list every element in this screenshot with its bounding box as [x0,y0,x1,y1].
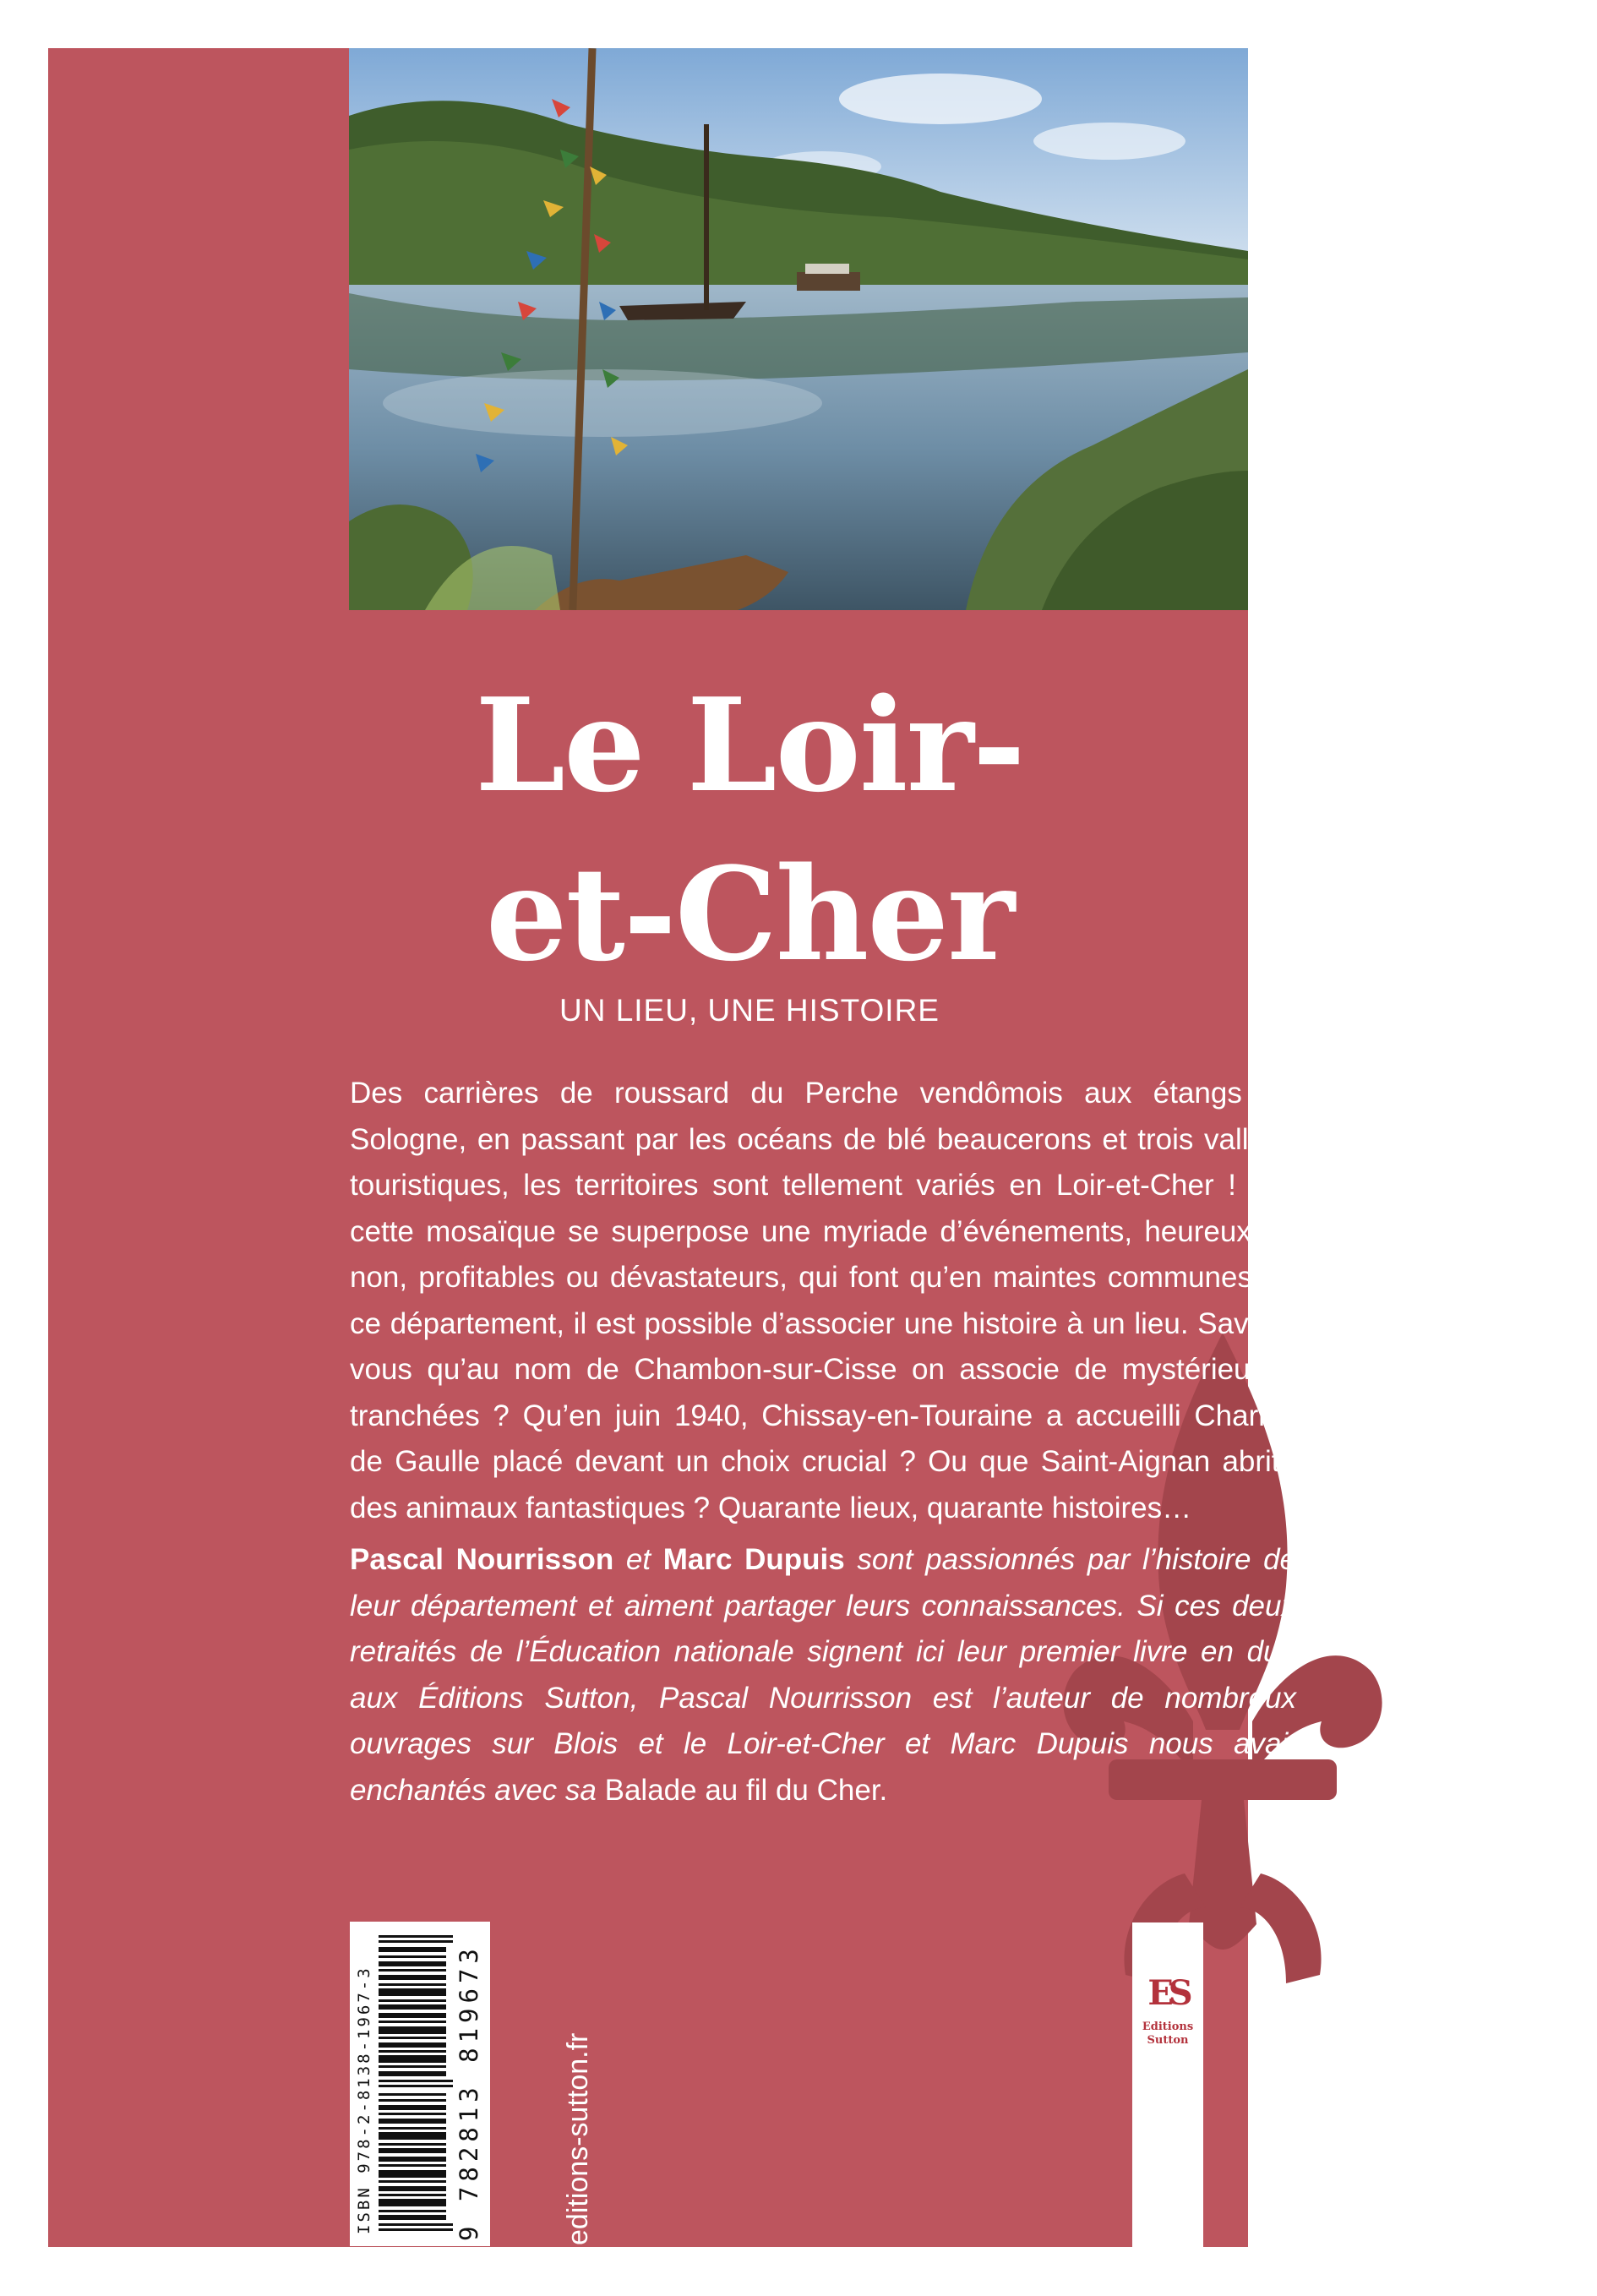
barcode-panel [350,1922,490,2246]
ean-number: 9 782813 819673 [455,1944,483,2241]
publisher-website[interactable] [555,1975,592,2245]
barcode-icon [379,1935,453,2231]
website-label[interactable]: editions-sutton.fr [562,2032,594,2245]
featured-book-title: Balade au fil du Cher. [604,1773,888,1807]
publisher-name-line-2: Sutton [1147,2034,1189,2047]
book-subtitle: UN LIEU, UNE HISTOIRE [559,993,940,1028]
author-conj: et [625,1543,651,1576]
author-1: Pascal Nourrisson [350,1543,614,1576]
publisher-logo [1132,1922,1203,2247]
publisher-name-line-1: Editions [1142,2021,1194,2033]
book-title [327,661,1172,999]
back-cover [48,48,1296,2247]
title-line-2: et-Cher [485,838,1014,990]
river-landscape-photo [349,48,1248,610]
author-bio [350,1537,1296,1813]
publisher-monogram: ES [1147,1973,1188,2013]
author-2: Marc Dupuis [662,1543,845,1576]
title-line-1: Le Loir- [475,669,1024,821]
back-cover-blurb: Des carrières de roussard du Perche vendômois aux étangs de Sologne, en passant par les océans de blé beaucerons et trois vallées touristiques, les territoires sont tellement variés en Loir-et-Cher ! Sur cette mosaïque se superpose une myriade d’événements, heureux ou non, profitables ou dévastateurs, qui font qu’en maintes communes de ce département, il est possible d’associer une histoire à un lieu. Saviez-vous qu’au nom de Chambon-sur-Cisse on associe de mystérieuses tranchées ? Qu’en juin 1940, Chissay-en-Touraine a accueilli Charles de Gaulle placé devant un choix crucial ? Ou que Saint-Aignan abrite des animaux fantastiques ? Quarante lieux, quarante histoires… [350,1077,1296,1524]
author-bio-text: sont passionnés par l’histoire de leur département et aiment partager leurs connaissances. Si ces deux retraités de l’Éducation nationale signent ici leur premier livre en duo aux Éditions Sutton, Pascal Nourrisson est l’auteur de nombreux ouvrages sur Blois et le Loir-et-Cher et Marc Dupuis nous avait enchantés avec sa [350,1543,1296,1807]
isbn-label: ISBN 978-2-8138-1967-3 [355,1966,373,2234]
publisher-name [1132,2021,1203,2048]
cover-photo [349,48,1248,610]
